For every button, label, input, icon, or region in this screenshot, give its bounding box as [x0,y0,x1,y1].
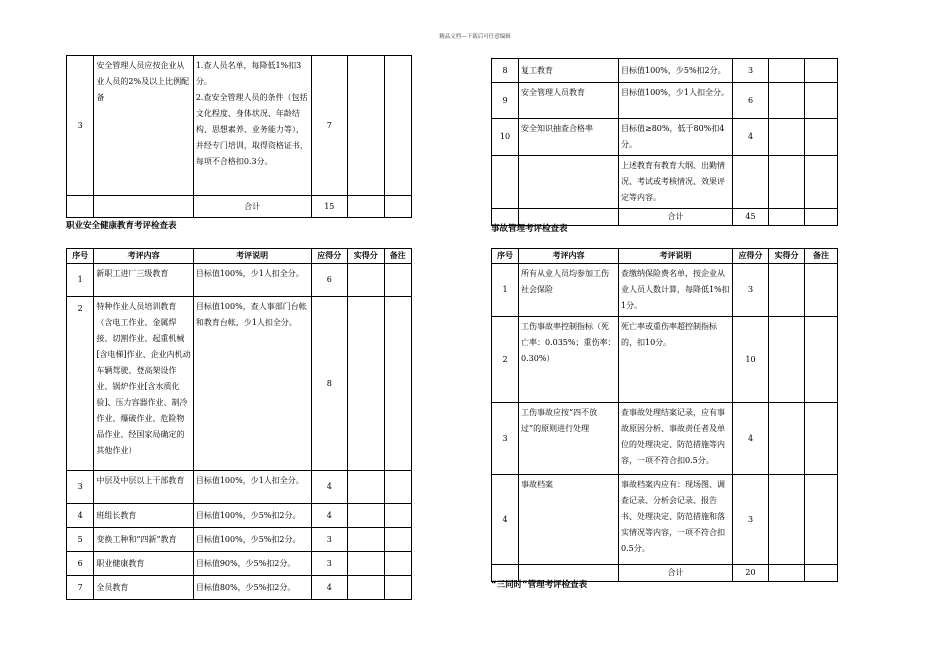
col-remark: 备注 [384,249,411,264]
row-score: 3 [733,59,769,83]
row-score: 4 [733,403,769,475]
table-row [67,576,412,600]
total-row [67,196,412,218]
col-score: 应得分 [733,249,769,264]
table-row [492,403,838,475]
left-table-title: 职业安全健康教育考评检查表 [66,221,177,231]
row-content: 中层及中层以上干部教育 [94,471,193,504]
row-content: 事故档案 [519,475,619,565]
table-header-row [492,249,838,264]
table-row [67,504,412,528]
row-description: 目标值100%，少5%扣2分。 [193,504,311,528]
row-actual-score [348,56,385,196]
col-no: 序号 [492,249,519,264]
row-description: 目标值90%，少5%扣2分。 [193,552,311,576]
row-number: 3 [492,403,519,475]
table-row [492,83,838,119]
table-row [492,317,838,403]
row-description: 目标值100%，少5%扣2分。 [619,59,733,83]
col-score: 应得分 [311,249,348,264]
row-description: 目标值100%，少1人扣全分。 [193,471,311,504]
row-content: 工伤事故应按“四不放过”的原则进行处理 [519,403,619,475]
row-remark [384,56,411,196]
left-continuation-table [66,55,412,218]
row-description: 目标值≥80%，低于80%扣4分。 [619,119,733,156]
row-description: 1.查人员名单，每降低1%扣3分。 2.查安全管理人员的条件（包括文化程度、身体状况、年龄结构、思想素养、业务能力等），并经专门培训，取得资格证书，每项不合格扣0.3分。 [193,56,311,196]
row-description: 目标值100%，少1人扣全分。 [193,264,311,297]
row-description: 目标值100%，少1人扣全分。 [619,83,733,119]
table-row [67,264,412,297]
row-score: 4 [311,504,348,528]
row-description: 查事故处理结案记录，应有事故原因分析、事故责任者及单位的处理决定、防范措施等内容，一项不符合扣0.5分。 [619,403,733,475]
row-number: 3 [67,471,94,504]
row-number: 1 [492,264,519,317]
row-content: 安全管理人员教育 [519,83,619,119]
col-no: 序号 [67,249,94,264]
row-content: 所有从业人员均参加工伤社会保险 [519,264,619,317]
table-header-row [67,249,412,264]
row-content: 复工教育 [519,59,619,83]
row-content: 特种作业人员培训教育（含电工作业、金属焊接、切割作业、起重机械[含电梯]作业、企业内机动车辆驾驶、登高架设作业、锅炉作业[含水质化验]、压力容器作业、制冷作业、爆破作业、危险物品作业、经国家局确定的其他作业） [94,297,193,471]
row-number: 6 [67,552,94,576]
total-score: 15 [311,196,348,218]
row-number: 8 [492,59,519,83]
row-description: 目标值80%，少5%扣2分。 [193,576,311,600]
right-table-title: 事故管理考评检查表 [491,224,568,234]
row-score: 3 [733,264,769,317]
row-content: 安全管理人员应按企业从业人员的2%及以上比例配备 [94,56,193,196]
col-content: 考评内容 [519,249,619,264]
total-score: 20 [733,565,769,582]
row-description: 目标值100%，查人事部门台帐和教育台帐，少1人扣全分。 [193,297,311,471]
row-score: 4 [733,119,769,156]
row-score: 6 [311,264,348,297]
total-label: 合计 [619,209,733,226]
row-score: 6 [733,83,769,119]
row-description: 目标值100%，少5%扣2分。 [193,528,311,552]
table-row [67,56,412,196]
note-row [492,156,838,209]
row-content: 变换工种和“四新”教育 [94,528,193,552]
row-score: 4 [311,471,348,504]
row-number: 2 [67,297,94,471]
row-score: 3 [311,552,348,576]
row-number: 2 [492,317,519,403]
col-content: 考评内容 [94,249,193,264]
row-score: 3 [311,528,348,552]
row-content: 工伤事故率控制指标（死亡率：0.035%；重伤率：0.30%） [519,317,619,403]
row-score: 3 [733,475,769,565]
table-row [492,264,838,317]
table-row [67,297,412,471]
col-actual: 实得分 [769,249,805,264]
total-label: 合计 [619,565,733,582]
row-number: 4 [67,504,94,528]
col-desc: 考评说明 [619,249,733,264]
row-content: 班组长教育 [94,504,193,528]
col-desc: 考评说明 [193,249,311,264]
row-number: 1 [67,264,94,297]
row-number: 7 [67,576,94,600]
row-content: 新职工进厂三级教育 [94,264,193,297]
row-content: 全员教育 [94,576,193,600]
col-remark: 备注 [805,249,838,264]
table-row [492,119,838,156]
row-number: 9 [492,83,519,119]
row-number: 10 [492,119,519,156]
total-label: 合计 [193,196,311,218]
table-row [67,528,412,552]
row-content: 职业健康教育 [94,552,193,576]
total-score: 45 [733,209,769,226]
row-description: 死亡率或重伤率超控制指标的，扣10分。 [619,317,733,403]
row-score: 8 [311,297,348,471]
table-row [67,552,412,576]
row-number: 4 [492,475,519,565]
row-description: 事故档案内应有：现场图、调查记录、分析会记录、报告书、处理决定、防范措施和落实情况等内容，一项不符合扣0.5分。 [619,475,733,565]
col-actual: 实得分 [348,249,385,264]
row-score: 7 [311,56,348,196]
row-score: 10 [733,317,769,403]
row-score: 4 [311,576,348,600]
table-row [492,59,838,83]
note-text: 上述教育有教育大纲、出勤情况、考试或考核情况、效果评定等内容。 [619,156,733,209]
row-number: 5 [67,528,94,552]
education-table [66,248,412,600]
row-number: 3 [67,56,94,196]
three-simultaneous-title: “三同时”管理考评检查表 [491,580,588,590]
accident-table [491,248,838,582]
row-content: 安全知识抽查合格率 [519,119,619,156]
row-description: 查缴纳保险费名单，按企业从业人员人数计算，每降低1%扣1分。 [619,264,733,317]
table-row [67,471,412,504]
table-row [492,475,838,565]
page-header: 精品文档---下载后可任意编辑 [439,34,511,40]
right-continuation-table [491,58,838,226]
